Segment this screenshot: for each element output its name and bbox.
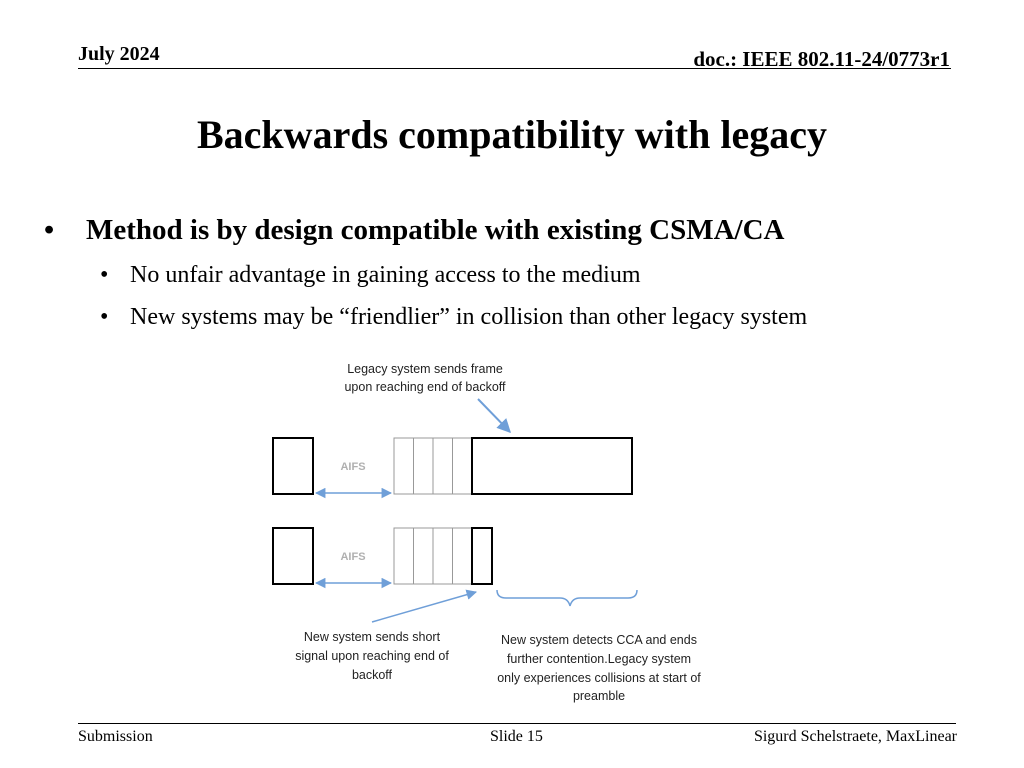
- bottom-left-note-line-3: backoff: [351, 668, 393, 682]
- short-signal-arrow: [372, 592, 476, 622]
- bottom-right-note-line-2: further contention.Legacy system: [506, 652, 692, 666]
- header-doc-id: doc.: IEEE 802.11-24/0773r1: [693, 47, 950, 71]
- top-note-line-2: upon reaching end of backoff: [344, 380, 506, 394]
- bottom-left-note-line-2: signal upon reaching end of: [295, 649, 449, 663]
- legacy-frame: [472, 438, 632, 494]
- bullet-sub-2-text: New systems may be “friendlier” in collision than other legacy system: [130, 304, 808, 330]
- bullet-dot: •: [100, 304, 109, 330]
- footer-divider: [78, 723, 956, 724]
- bullet-sub-1-text: No unfair advantage in gaining access to the medium: [130, 262, 641, 288]
- bottom-right-note-line-1: New system detects CCA and ends: [501, 633, 697, 647]
- new-short-signal: [472, 528, 492, 584]
- backoff-diagram: [260, 355, 730, 705]
- aifs-label-legacy: AIFS: [340, 461, 366, 473]
- footer-submission: Submission: [78, 728, 153, 745]
- contention-brace: [497, 590, 637, 606]
- bottom-left-note-line-1: New system sends short: [303, 630, 441, 644]
- header-divider: [78, 68, 951, 69]
- top-note-line-1: Legacy system sends frame: [347, 362, 503, 376]
- bullet-dot: •: [44, 214, 55, 246]
- bottom-right-note-line-3: only experiences collisions at start of: [497, 671, 701, 685]
- bullet-dot: •: [100, 262, 109, 288]
- legacy-prev-frame: [273, 438, 313, 494]
- slide-title: Backwards compatibility with legacy: [197, 112, 827, 157]
- bottom-right-note-line-4: preamble: [572, 689, 626, 703]
- bullet-main-text: Method is by design compatible with existing CSMA/CA: [86, 214, 785, 246]
- footer-author: Sigurd Schelstraete, MaxLinear: [753, 728, 957, 745]
- new-prev-frame: [273, 528, 313, 584]
- header-date: July 2024: [78, 43, 160, 65]
- aifs-label-new: AIFS: [340, 551, 366, 563]
- footer-slide-number: Slide 15: [490, 728, 543, 745]
- top-note-arrow: [478, 399, 510, 432]
